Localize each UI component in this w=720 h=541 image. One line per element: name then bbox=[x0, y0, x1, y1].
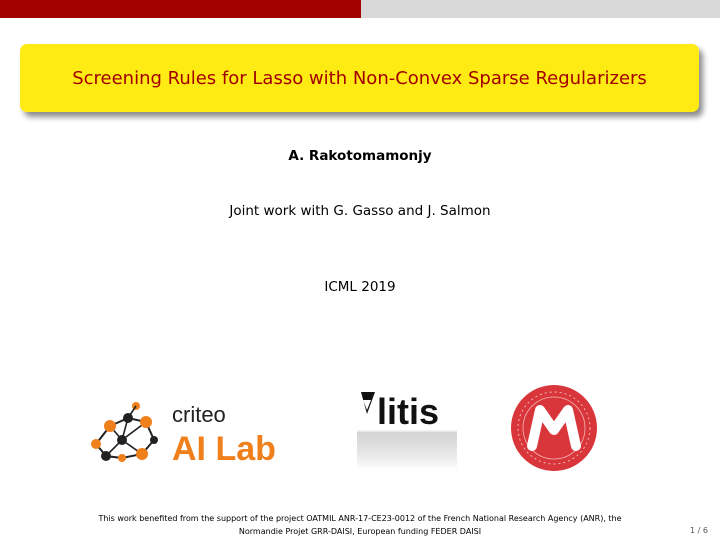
top-bar-light-segment bbox=[361, 0, 720, 18]
title-box bbox=[20, 44, 699, 112]
top-progress-bar bbox=[0, 0, 720, 18]
footer-line-2: Normandie Projet GRR-DAISI, European funding FEDER DAISI bbox=[238, 527, 482, 536]
top-bar-dark-segment bbox=[0, 0, 361, 18]
author-name: A. Rakotomamonjy bbox=[288, 148, 432, 164]
litis-wordmark: litis bbox=[377, 391, 440, 432]
slide-title: Screening Rules for Lasso with Non-Convex Sparse Regularizers bbox=[72, 67, 647, 89]
university-seal-logo bbox=[510, 384, 598, 472]
litis-logo bbox=[357, 386, 457, 470]
criteo-ai-lab-logo bbox=[88, 396, 298, 466]
funding-footer bbox=[40, 512, 680, 538]
criteo-network-icon bbox=[91, 402, 158, 462]
ai-lab-wordmark: AI Lab bbox=[172, 430, 276, 466]
joint-work: Joint work with G. Gasso and J. Salmon bbox=[229, 203, 491, 219]
footer-line-1: This work benefited from the support of the project OATMIL ANR-17-CE23-0012 of the French National Research Agency (ANR), the bbox=[98, 514, 622, 523]
conference-name: ICML 2019 bbox=[324, 279, 396, 295]
criteo-wordmark: criteo bbox=[172, 402, 226, 427]
page-number: 1 / 6 bbox=[690, 526, 708, 535]
